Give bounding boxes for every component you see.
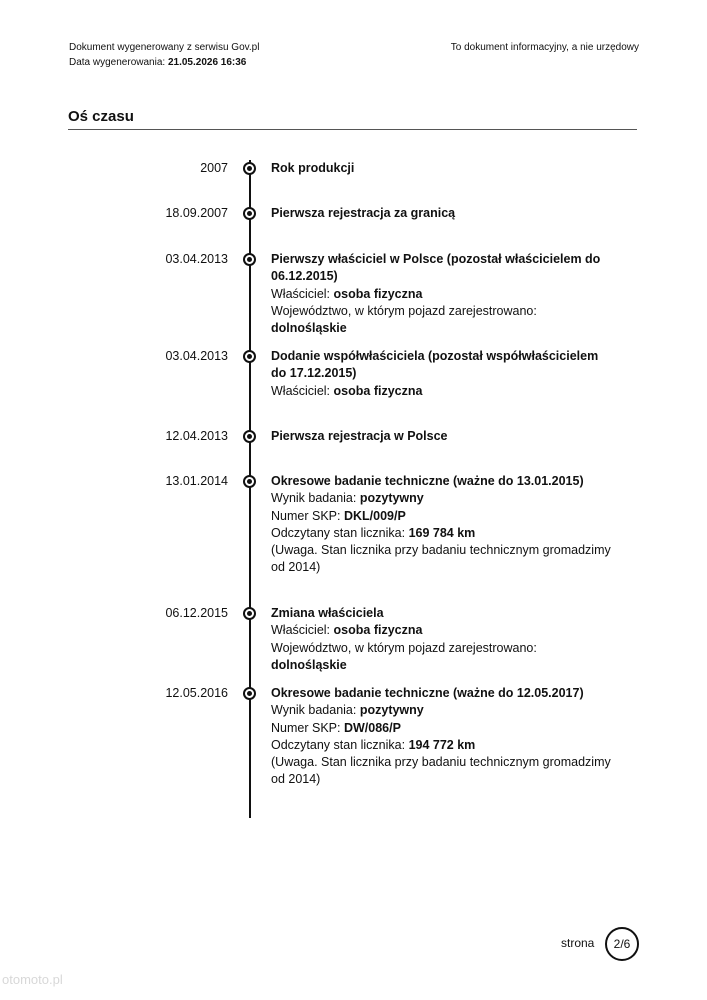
section-title: Oś czasu bbox=[68, 108, 637, 130]
event-content bbox=[271, 160, 611, 177]
page-number: 2/6 bbox=[605, 927, 639, 961]
watermark: otomoto.pl bbox=[2, 972, 63, 987]
detail-value: 194 772 km bbox=[408, 737, 476, 752]
timeline-dot-icon bbox=[243, 162, 256, 175]
document-header-left bbox=[69, 40, 259, 70]
detail-label: Właściciel: bbox=[271, 286, 331, 301]
detail-label: Właściciel: bbox=[271, 623, 331, 638]
event-date: 06.12.2015 bbox=[165, 606, 228, 620]
detail-value: pozytywny bbox=[359, 703, 424, 718]
event-content bbox=[271, 428, 611, 445]
event-title: Okresowe badanie techniczne (ważne do 12.05.2017) bbox=[271, 686, 584, 700]
event-date: 18.09.2007 bbox=[165, 206, 228, 220]
detail-value: DKL/009/P bbox=[343, 508, 406, 523]
event-date: 2007 bbox=[200, 161, 228, 175]
event-title: Pierwszy właściciel w Polsce (pozostał właścicielem do 06.12.2015) bbox=[271, 252, 601, 284]
event-detail bbox=[271, 525, 611, 542]
event-detail bbox=[271, 622, 611, 639]
detail-label: Właściciel: bbox=[271, 383, 331, 398]
detail-label: Numer SKP: bbox=[271, 508, 341, 523]
generated-date-line bbox=[69, 55, 259, 70]
event-content bbox=[271, 348, 611, 400]
event-title: Pierwsza rejestracja w Polsce bbox=[271, 429, 448, 443]
event-detail bbox=[271, 490, 611, 507]
event-content bbox=[271, 685, 611, 789]
event-detail bbox=[271, 303, 611, 338]
event-date: 12.04.2013 bbox=[165, 429, 228, 443]
detail-value: DW/086/P bbox=[343, 720, 401, 735]
event-title: Pierwsza rejestracja za granicą bbox=[271, 206, 456, 220]
detail-value: osoba fizyczna bbox=[333, 383, 423, 398]
detail-value: pozytywny bbox=[359, 491, 424, 506]
event-detail bbox=[271, 640, 611, 675]
event-date: 12.05.2016 bbox=[165, 686, 228, 700]
event-title: Okresowe badanie techniczne (ważne do 13.01.2015) bbox=[271, 474, 584, 488]
timeline-dot-icon bbox=[243, 253, 256, 266]
event-content bbox=[271, 251, 611, 337]
event-date: 03.04.2013 bbox=[165, 252, 228, 266]
timeline-dot-icon bbox=[243, 350, 256, 363]
event-detail bbox=[271, 286, 611, 303]
detail-label: Województwo, w którym pojazd zarejestrowano: bbox=[271, 303, 537, 318]
event-detail bbox=[271, 383, 611, 400]
event-date: 03.04.2013 bbox=[165, 349, 228, 363]
detail-value: dolnośląskie bbox=[271, 657, 347, 672]
document-disclaimer: To dokument informacyjny, a nie urzędowy bbox=[450, 42, 639, 53]
detail-label: Odczytany stan licznika: bbox=[271, 737, 406, 752]
page-label: strona bbox=[561, 936, 595, 950]
event-title: Rok produkcji bbox=[271, 161, 355, 175]
detail-value: osoba fizyczna bbox=[333, 623, 423, 638]
event-detail bbox=[271, 508, 611, 525]
event-note: (Uwaga. Stan licznika przy badaniu technicznym gromadzimy od 2014) bbox=[271, 755, 611, 787]
event-date: 13.01.2014 bbox=[165, 474, 228, 488]
event-detail bbox=[271, 737, 611, 754]
detail-value: 169 784 km bbox=[408, 525, 476, 540]
detail-label: Wynik badania: bbox=[271, 491, 357, 506]
detail-label: Numer SKP: bbox=[271, 720, 341, 735]
timeline-dot-icon bbox=[243, 207, 256, 220]
timeline-dot-icon bbox=[243, 430, 256, 443]
timeline-dot-icon bbox=[243, 475, 256, 488]
event-note: (Uwaga. Stan licznika przy badaniu technicznym gromadzimy od 2014) bbox=[271, 543, 611, 575]
detail-label: Województwo, w którym pojazd zarejestrowano: bbox=[271, 640, 537, 655]
event-content bbox=[271, 473, 611, 577]
detail-value: dolnośląskie bbox=[271, 321, 347, 336]
timeline-dot-icon bbox=[243, 687, 256, 700]
event-title: Dodanie współwłaściciela (pozostał współwłaścicielem do 17.12.2015) bbox=[271, 349, 599, 381]
detail-label: Wynik badania: bbox=[271, 703, 357, 718]
event-detail bbox=[271, 702, 611, 719]
detail-label: Odczytany stan licznika: bbox=[271, 525, 406, 540]
detail-value: osoba fizyczna bbox=[333, 286, 423, 301]
generated-from-text: Dokument wygenerowany z serwisu Gov.pl bbox=[69, 42, 260, 53]
event-content bbox=[271, 205, 611, 222]
event-title: Zmiana właściciela bbox=[271, 606, 384, 620]
event-content bbox=[271, 605, 611, 674]
event-detail bbox=[271, 720, 611, 737]
generated-date-label: Data wygenerowania: bbox=[69, 57, 166, 68]
timeline-dot-icon bbox=[243, 607, 256, 620]
generated-date-value: 21.05.2026 16:36 bbox=[167, 57, 247, 68]
